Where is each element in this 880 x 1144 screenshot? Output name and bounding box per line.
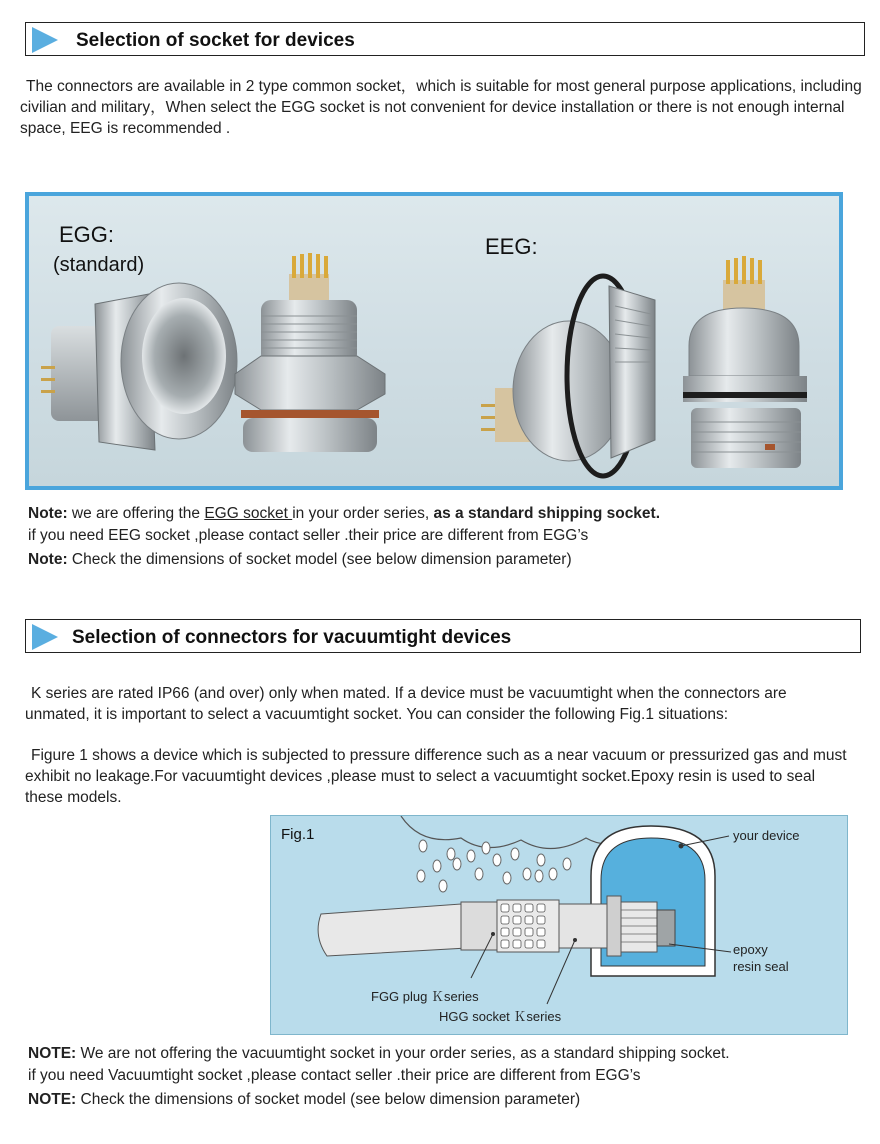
vacuum-paragraph-2: Figure 1 shows a device which is subjected to pressure difference such as a near vacuum or pressurized gas and must exhibit no leakage.For vacuumtight devices ,please must to select a vacuumtight socket.Epoxy resin is used to seal these models. (25, 747, 847, 806)
section-title: Selection of connectors for vacuumtight devices (72, 627, 512, 648)
egg-socket-right (235, 253, 385, 452)
egg-label: EGG: (59, 222, 115, 247)
eeg-socket-right (683, 256, 807, 468)
egg-socket-link: EGG socket (204, 505, 293, 522)
section-title: Selection of socket for devices (76, 30, 355, 51)
note-label: Note: (28, 551, 68, 568)
note-line-1: Note: we are offering the EGG socket in your order series, as a standard shipping socket. (28, 505, 661, 522)
section-header-socket (25, 22, 865, 56)
your-device-label: your device (733, 828, 800, 843)
epoxy-label-2: resin seal (733, 959, 789, 974)
epoxy-label-1: epoxy (733, 942, 768, 957)
plug-label: FGG plug Ｋseries (371, 989, 479, 1004)
figure-1-drawing (271, 816, 847, 1034)
eeg-label: EEG: (485, 234, 538, 259)
note2-line-2: if you need Vacuumtight socket ,please contact seller .their price are different from EGG’s (28, 1067, 641, 1084)
note-line-3: Note: Check the dimensions of socket model (see below dimension parameter) (28, 551, 572, 568)
egg-socket-left (41, 283, 237, 450)
note2-line-1: NOTE: We are not offering the vacuumtight socket in your order series, as a standard shipping socket. (28, 1045, 730, 1062)
socket-photo-drawing (29, 196, 839, 486)
vacuum-paragraph-1: K series are rated IP66 (and over) only when mated. If a device must be vacuumtight when the connectors are unmated, it is important to select a vacuumtight socket. You can consider the following Fig.1 situations: (25, 685, 787, 723)
egg-sub-label: (standard) (53, 254, 145, 276)
intro-paragraph: The connectors are available in 2 type common socket，which is suitable for most general purpose applications, including civilian and military，When select the EGG socket is not convenient for device installation or there is not enough internal space, EEG is recommended . (20, 78, 862, 137)
note-line-2: if you need EEG socket ,please contact seller .their price are different from EGG’s (28, 527, 589, 544)
figure-1 (270, 815, 848, 1035)
note-label: NOTE: (28, 1091, 77, 1108)
note2-line-3: NOTE: Check the dimensions of socket model (see below dimension parameter) (28, 1091, 581, 1108)
figure-label: Fig.1 (281, 826, 315, 843)
eeg-socket-left (481, 276, 655, 476)
section-header-vacuumtight (25, 619, 861, 653)
note-label: NOTE: (28, 1045, 77, 1062)
socket-label: HGG socket Ｋseries (439, 1009, 562, 1024)
socket-photo (25, 192, 843, 490)
note-label: Note: (28, 505, 68, 522)
arrow-icon (32, 624, 58, 650)
arrow-icon (32, 27, 58, 53)
